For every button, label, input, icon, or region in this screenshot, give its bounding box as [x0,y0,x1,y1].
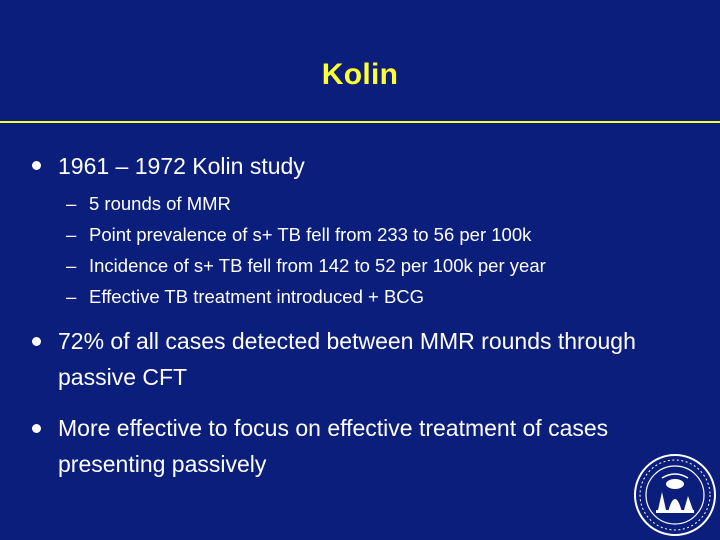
sub-bullet-dash: – [66,255,77,276]
sub-bullet [66,281,706,312]
sub-bullet-text: Point prevalence of s+ TB fell from 233 to 56 per 100k [89,224,532,245]
slide-title: Kolin [321,58,399,91]
title-divider [0,121,720,123]
sub-bullet-text: Incidence of s+ TB fell from 142 to 52 per 100k per year [89,255,546,276]
bullet-marker [32,424,41,433]
bullet-text: More effective to focus on effective treatment of cases presenting passively [58,415,609,477]
sub-bullet [66,250,706,281]
bullet-marker [32,161,41,170]
sub-bullet-text: Effective TB treatment introduced + BCG [89,286,425,307]
sub-bullet-text: 5 rounds of MMR [89,193,231,214]
sub-bullet-dash: – [66,193,77,214]
bullet-marker [32,337,41,346]
sub-bullet-dash: – [66,224,77,245]
sub-bullet-dash: – [66,286,77,307]
bullet-text: 1961 – 1972 Kolin study [58,153,305,179]
institution-seal-icon [632,452,718,538]
sub-bullet [66,188,706,219]
bullet-text: 72% of all cases detected between MMR rounds through passive CFT [58,328,636,390]
sub-bullet [66,219,706,250]
